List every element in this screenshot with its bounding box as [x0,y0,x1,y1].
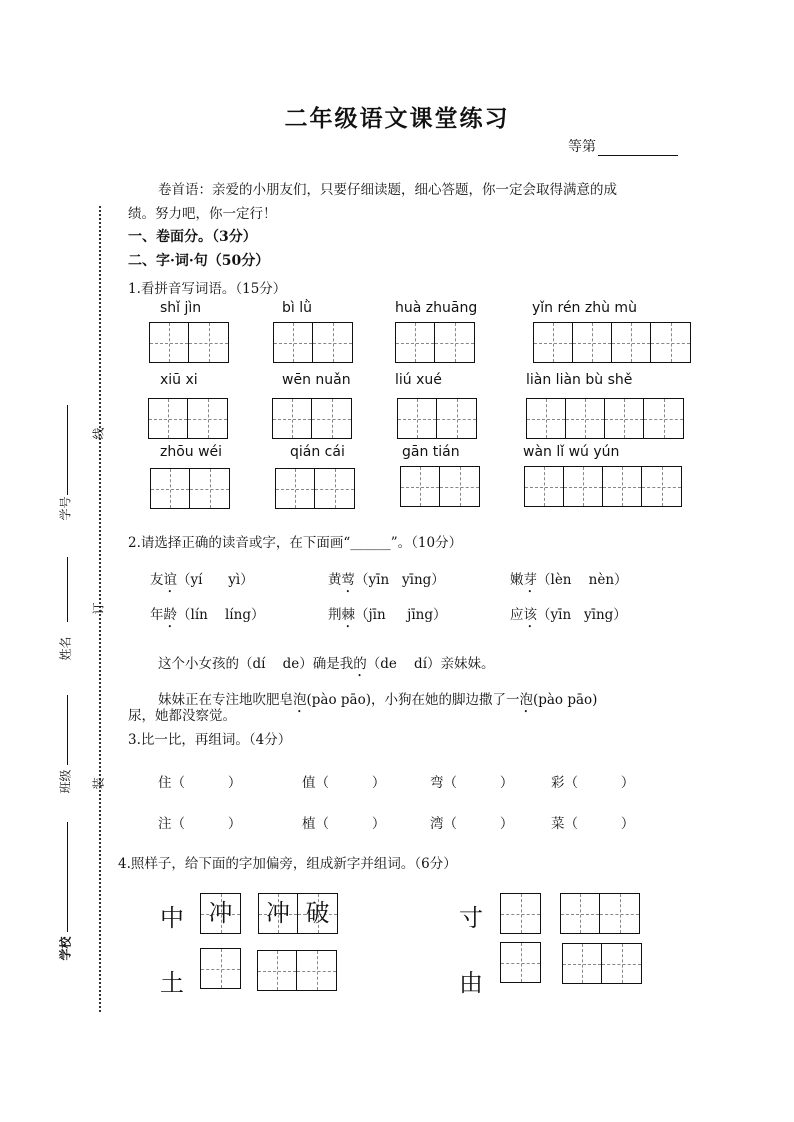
grid-cell[interactable] [201,949,240,988]
q1-title: 1.看拼音写词语。（15分） [128,281,287,297]
q1-answer-box-5 [148,398,228,439]
intro-line-2: 绩。努力吧，你一定行！ [128,206,277,222]
q3-compare-item[interactable]: 值（ ） [302,775,386,791]
q3-compare-item[interactable]: 湾（ ） [430,816,514,832]
q2-word-options[interactable]: （yīn yīng） [537,607,627,623]
q4-title: 4.照样子，给下面的字加偏旁，组成新字并组词。（6分） [118,856,457,872]
q2-word-char: 友 [150,572,164,588]
grid-cell[interactable] [612,323,651,362]
q2-s1-dotted[interactable]: 的 [353,656,367,672]
page-title: 二年级语文课堂练习 [284,105,510,132]
q4-tu-new-box [200,948,241,989]
q1-pinyin-5: xiū xi [160,372,198,388]
q3-compare-item[interactable]: 注（ ） [158,816,242,832]
grid-cell[interactable] [525,467,564,506]
q3-compare-item[interactable]: 弯（ ） [430,775,514,791]
q2-word-dotted-char: 谊 [163,572,177,588]
q2-word-options[interactable]: （lèn nèn） [537,572,628,588]
q2-word-char: 嫩 [510,572,524,588]
q2-word-choice [510,568,628,596]
grid-cell [259,894,298,933]
grid-cell[interactable] [435,323,474,362]
q3-compare-item[interactable]: 植（ ） [302,816,386,832]
grid-cell[interactable] [151,469,190,508]
id-underline[interactable] [67,405,68,495]
q4-you-word-box [562,943,642,984]
grid-cell[interactable] [188,399,227,438]
q4-example-word-2: 破 [305,899,330,927]
grid-cell[interactable] [602,944,641,983]
q2-word-dotted-char: 莺 [341,572,355,588]
q4-char-tu: 土 [160,969,184,997]
q1-pinyin-8: liàn liàn bù shě [526,372,633,388]
q3-title: 3.比一比，再组词。（4分） [128,732,292,748]
q2-s2-part-d: 尿，她都没察觉。 [128,708,236,724]
class-underline[interactable] [67,695,68,765]
q4-example-char: 中 [160,904,184,932]
q2-word-dotted-char: 龄 [163,607,177,623]
q1-answer-box-12 [524,466,682,507]
grid-cell[interactable] [276,469,315,508]
q1-pinyin-11: gān tián [402,444,460,460]
q2-word-char: 应 [510,607,524,623]
q2-s2-dotted-2[interactable]: 泡 [519,692,533,708]
q2-word-char: 黄 [328,572,342,588]
q3-compare-item[interactable]: 菜（ ） [551,816,635,832]
q1-pinyin-4: yǐn rén zhù mù [532,300,637,316]
q1-answer-box-8 [526,398,684,439]
q2-s2-dotted-1[interactable]: 泡 [293,692,307,708]
q3-compare-item[interactable]: 彩（ ） [551,775,635,791]
q2-word-dotted-char: 芽 [523,572,537,588]
grid-cell[interactable] [312,399,351,438]
grid-cell[interactable] [150,323,189,362]
q4-example-word-1: 冲 [266,899,290,927]
q1-pinyin-10: qián cái [290,444,345,460]
intro-line-1: 卷首语：亲爱的小朋友们，只要仔细读题，细心答题，你一定会取得满意的成 [158,182,617,198]
q2-title: 2.请选择正确的读音或字，在下面画“______”。（10分） [128,535,463,551]
binding-mark-seal: 装 [91,777,106,790]
q2-word-options[interactable]: （lín líng） [177,607,265,623]
grid-cell[interactable] [401,467,440,506]
q1-answer-box-9 [150,468,230,509]
q2-word-char: 年 [150,607,164,623]
grid-cell[interactable] [605,399,644,438]
q1-pinyin-9: zhōu wéi [160,444,223,460]
q4-cun-word-box [560,893,640,934]
grid-cell[interactable] [501,894,540,933]
q4-char-you: 由 [459,969,483,997]
grid-cell[interactable] [398,399,437,438]
q1-answer-box-2 [273,322,353,363]
grid-cell[interactable] [651,323,690,362]
q1-pinyin-6: wēn nuǎn [282,372,351,388]
q2-word-options[interactable]: （yí yì） [177,572,254,588]
q4-cun-new-box [500,893,541,934]
school-underline[interactable] [67,822,68,932]
grid-cell[interactable] [313,323,352,362]
q4-example-word-box [258,893,338,934]
grid-cell[interactable] [564,467,603,506]
q1-answer-box-10 [275,468,355,509]
q4-you-new-box [500,942,541,983]
q2-s1-part-a: 这个小女孩的（dí de）确是我 [158,656,354,672]
q1-answer-box-1 [149,322,229,363]
grid-cell[interactable] [149,399,188,438]
grid-cell[interactable] [642,467,681,506]
grid-cell[interactable] [561,894,600,933]
q2-s1-part-b: （de dí）亲妹妹。 [366,656,495,672]
grid-cell[interactable] [603,467,642,506]
q1-pinyin-2: bì lǜ [282,300,312,316]
q1-pinyin-1: shǐ jìn [160,300,202,316]
binding-mark-bind: 订 [91,602,106,615]
q2-word-char: 荆 [328,607,342,623]
q1-answer-box-4 [533,322,691,363]
q3-compare-item[interactable]: 住（ ） [158,775,242,791]
grid-cell[interactable] [534,323,573,362]
q4-char-cun: 寸 [459,904,483,932]
name-label: 姓名 [58,636,73,661]
q2-s2-part-c: (pào pāo) [532,692,598,708]
grid-cell[interactable] [573,323,612,362]
class-label: 班级 [58,769,73,794]
q2-word-options[interactable]: （yīn yīng） [355,572,445,588]
binding-mark-line: 线 [91,427,106,440]
grid-cell[interactable] [566,399,605,438]
q2-word-choice [510,603,627,631]
grade-label: 等第 [568,139,596,155]
grid-cell[interactable] [440,467,479,506]
section-1-heading: 一、卷面分。（3分） [128,229,257,245]
grid-cell[interactable] [189,323,228,362]
grid-cell[interactable] [273,399,312,438]
q2-word-choice [150,568,254,596]
grid-cell[interactable] [315,469,354,508]
grade-blank[interactable] [598,141,678,156]
grid-cell[interactable] [437,399,476,438]
grid-cell[interactable] [297,951,336,990]
q1-pinyin-7: liú xué [395,372,442,388]
grid-cell [298,894,337,933]
q2-s2-part-a: 妹妹正在专注地吹肥皂 [158,692,293,708]
name-underline[interactable] [67,557,68,622]
grid-cell[interactable] [258,951,297,990]
grid-cell [201,894,240,933]
grid-cell[interactable] [396,323,435,362]
q1-answer-box-3 [395,322,475,363]
q1-pinyin-12: wàn lǐ wú yún [523,444,620,460]
grid-cell[interactable] [190,469,229,508]
grid-cell[interactable] [600,894,639,933]
q2-word-choice [150,603,264,631]
id-label: 学号 [58,496,73,521]
grid-cell[interactable] [274,323,313,362]
q1-answer-box-7 [397,398,477,439]
q1-pinyin-3: huà zhuāng [395,300,478,316]
q1-answer-box-6 [272,398,352,439]
grid-cell[interactable] [644,399,683,438]
grade-field[interactable] [568,136,678,156]
q1-answer-box-11 [400,466,480,507]
q4-tu-word-box [257,950,337,991]
q2-word-options[interactable]: （jīn jīng） [355,607,447,623]
q4-example-new-box [200,893,241,934]
q4-example-new-char: 冲 [208,899,233,927]
section-2-heading: 二、字·词·句（50分） [128,253,270,269]
q2-word-dotted-char: 该 [523,607,537,623]
grid-cell[interactable] [563,944,602,983]
grid-cell[interactable] [501,943,540,982]
school-label: 学校 [58,936,73,961]
q2-word-dotted-char: 棘 [341,607,355,623]
q2-s2-part-b: (pào pāo)，小狗在她的脚边撒了一 [306,692,520,708]
grid-cell[interactable] [527,399,566,438]
q2-word-choice [328,603,447,631]
q2-word-choice [328,568,445,596]
